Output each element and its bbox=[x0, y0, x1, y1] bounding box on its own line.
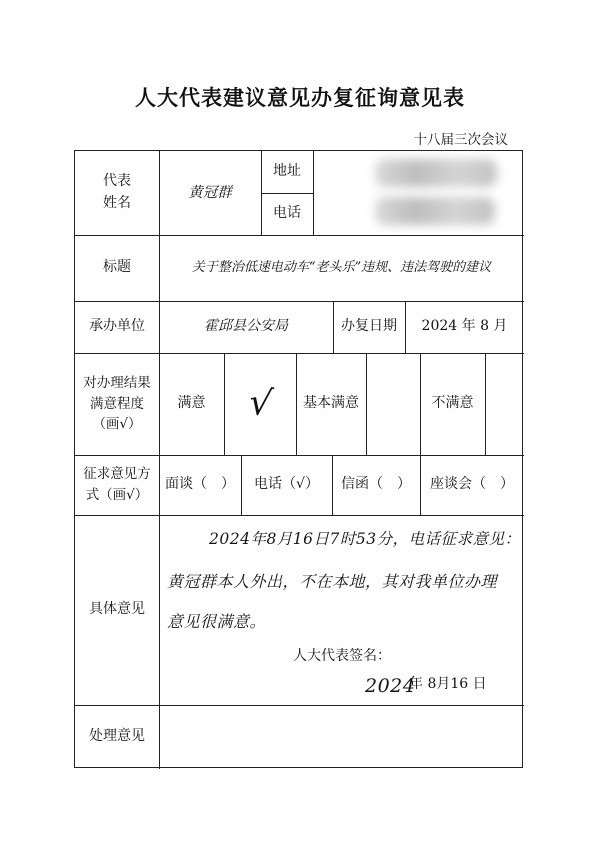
option-basic-satisfied[interactable]: 基本满意 bbox=[303, 395, 359, 412]
redacted-phone bbox=[375, 197, 495, 225]
reply-date-label: 办复日期 bbox=[341, 318, 397, 335]
topic-value: 关于整治低速电动车“老头乐”违规、违法驾驶的建议 bbox=[191, 259, 492, 275]
opinion-line-3: 意见很满意。 bbox=[167, 612, 267, 631]
rep-name-label: 代表 姓名 bbox=[103, 173, 131, 211]
satisfied-check-box[interactable] bbox=[224, 353, 296, 455]
handling-label: 处理意见 bbox=[89, 728, 145, 745]
redacted-address bbox=[375, 159, 497, 187]
check-mark-icon: √ bbox=[245, 381, 275, 426]
method-phone[interactable]: 电话（√） bbox=[254, 476, 319, 493]
address-label: 地址 bbox=[273, 163, 301, 180]
satisfaction-label: 对办理结果 满意程度 （画√） bbox=[83, 374, 151, 433]
basic-satisfied-check-box[interactable] bbox=[366, 353, 420, 455]
option-unsatisfied[interactable]: 不满意 bbox=[431, 395, 474, 412]
opinion-line-2: 黄冠群本人外出，不在本地，其对我单位办理 bbox=[167, 572, 498, 591]
signature-date-year: 2024 bbox=[365, 675, 416, 697]
unit-label: 承办单位 bbox=[89, 318, 145, 335]
rep-name-value: 黄冠群 bbox=[188, 184, 232, 201]
opinion-line-1: 2024年8月16日7时53分，电话征求意见： bbox=[209, 530, 521, 548]
form-table bbox=[74, 150, 523, 768]
page-title: 人大代表建议意见办复征询意见表 bbox=[135, 85, 465, 110]
signature-label: 人大代表签名： bbox=[293, 648, 391, 665]
unsatisfied-check-box[interactable] bbox=[485, 353, 524, 455]
topic-label: 标题 bbox=[103, 259, 131, 276]
unit-value: 霍邱县公安局 bbox=[204, 318, 288, 335]
col-divider bbox=[313, 151, 314, 235]
handling-value-area[interactable] bbox=[159, 705, 524, 769]
method-letter[interactable]: 信函（ ） bbox=[341, 476, 411, 493]
reply-date-value: 2024 年 8 月 bbox=[421, 318, 508, 335]
method-symposium[interactable]: 座谈会（ ） bbox=[430, 476, 514, 493]
signature-date-rest: 年 8月16 日 bbox=[409, 676, 487, 693]
method-label: 征求意见方 式（画√） bbox=[83, 466, 151, 503]
phone-label: 电话 bbox=[273, 205, 301, 222]
session-label: 十八届三次会议 bbox=[413, 132, 508, 148]
opinion-label: 具体意见 bbox=[89, 601, 145, 618]
method-face-to-face[interactable]: 面谈（ ） bbox=[165, 476, 235, 493]
option-satisfied[interactable]: 满意 bbox=[177, 395, 206, 412]
